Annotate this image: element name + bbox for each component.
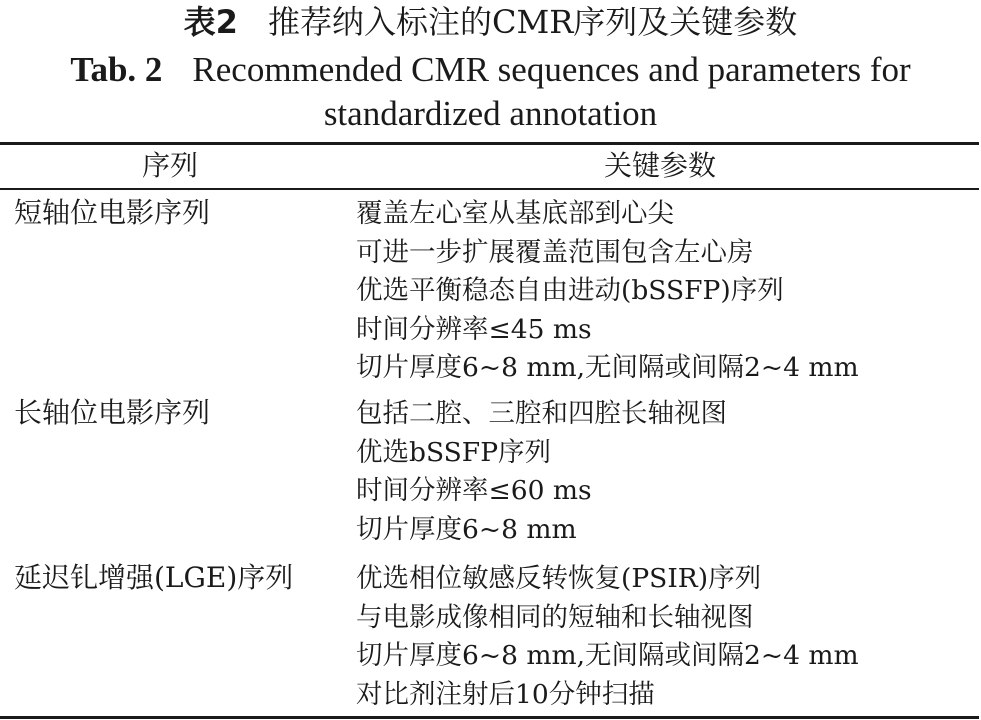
parameter-line: 切片厚度6~8 mm,无间隔或间隔2~4 mm [356,352,859,383]
table-title-en-line1 [0,48,981,92]
parameter-line: 优选bSSFP序列 [356,436,552,468]
table-title-cn: 推荐纳入标注的CMR序列及关键参数 [267,3,798,41]
table-cell-parameters [356,560,976,714]
parameter-line: 与电影成像相同的短轴和长轴视图 [356,601,754,633]
table-cell-parameters [356,195,976,388]
column-header-sequence: 序列 [141,149,198,182]
table-title-en-line2: standardized annotation [323,94,658,133]
table-header-rule [0,188,979,190]
table-title-en-text: Recommended CMR sequences and parameters for [192,50,911,89]
parameter-line: 优选平衡稳态自由进动(bSSFP)序列 [356,275,784,306]
parameter-line: 时间分辨率≤45 ms [356,313,592,345]
table-number-cn: 表2 [183,3,238,41]
parameter-line: 切片厚度6~8 mm [356,513,577,545]
table-cell-sequence: 短轴位电影序列 [14,196,211,229]
table-number-en: Tab. 2 [70,50,163,89]
parameter-line: 时间分辨率≤60 ms [356,475,592,506]
table-caption-cn [0,2,981,42]
table-cell-sequence: 长轴位电影序列 [14,396,211,429]
parameter-line: 切片厚度6~8 mm,无间隔或间隔2~4 mm [356,640,859,671]
table-cell-parameters [356,395,976,549]
parameter-line: 覆盖左心室从基底部到心尖 [356,198,674,229]
table-top-rule [0,142,979,145]
parameter-line: 优选相位敏感反转恢复(PSIR)序列 [356,563,762,594]
table-caption-en [0,48,981,136]
column-header-parameters: 关键参数 [603,149,716,182]
table-bottom-rule [0,716,979,719]
parameter-line: 对比剂注射后10分钟扫描 [356,678,655,710]
parameter-line: 包括二腔、三腔和四腔长轴视图 [356,398,727,429]
parameter-line: 可进一步扩展覆盖范围包含左心房 [356,236,754,268]
table-cell-sequence: 延迟钆增强(LGE)序列 [14,561,294,594]
